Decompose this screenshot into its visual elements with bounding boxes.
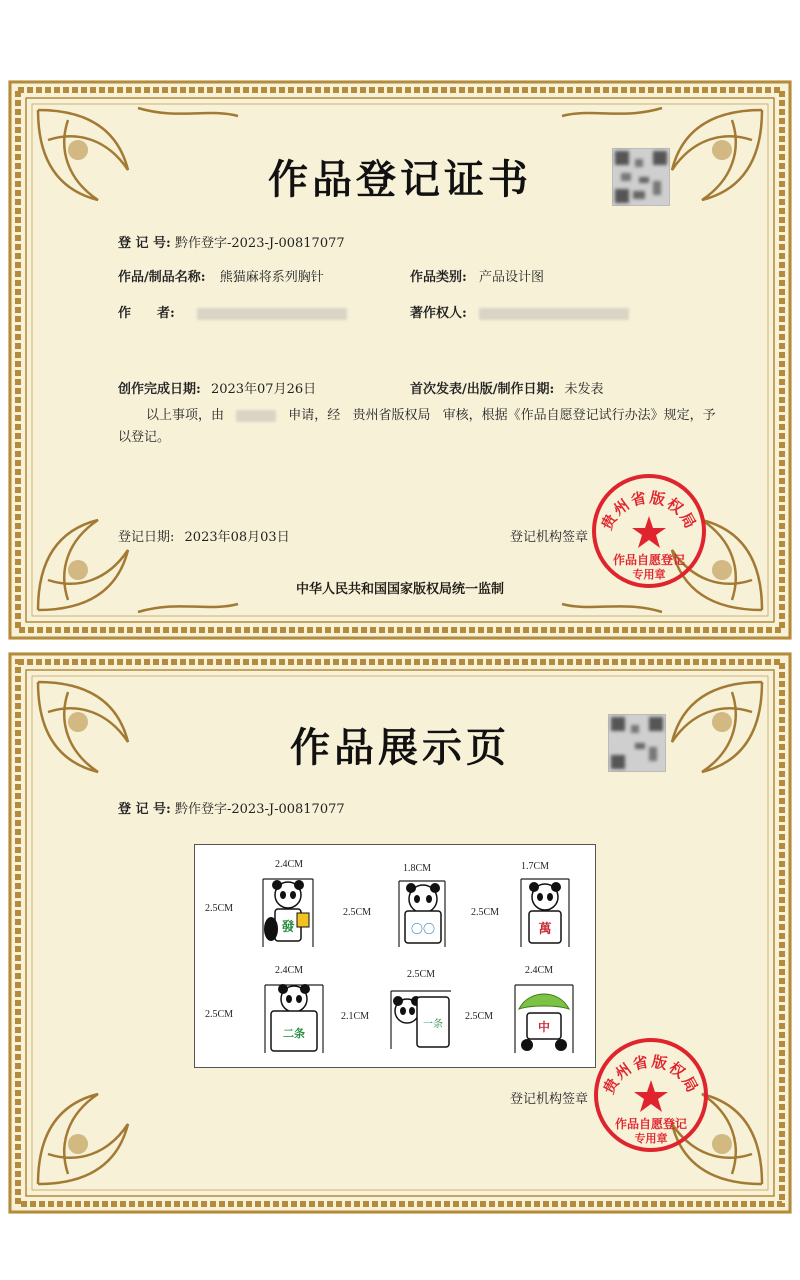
pin-design-3 <box>471 861 586 957</box>
registration-number-row <box>118 232 345 251</box>
width-label: 2.4CM <box>525 965 554 976</box>
published-value: 未发表 <box>564 382 604 397</box>
width-label: 1.8CM <box>403 863 432 874</box>
registration-date-row <box>118 526 290 545</box>
registration-number: 黔作登字-2023-J-00817077 <box>175 236 345 251</box>
author-redacted <box>197 308 347 320</box>
work-type-label: 作品类别: <box>410 270 467 285</box>
star-icon <box>632 516 666 548</box>
registration-certificate <box>8 80 792 640</box>
created-date-label: 创作完成日期: <box>118 382 201 397</box>
created-date: 2023年07月26日 <box>210 382 317 397</box>
width-label: 2.4CM <box>275 859 304 870</box>
tile-glyph: 二条 <box>283 1027 305 1040</box>
work-name-row <box>118 266 324 285</box>
showcase-title: 作品展示页 <box>290 724 510 771</box>
design-drawing-panel <box>194 844 596 1068</box>
showcase-registration-row <box>118 798 345 817</box>
pin-design-6 <box>465 965 587 1061</box>
official-seal <box>592 1036 710 1154</box>
seal-bottom-text-2: 专用章 <box>634 1132 668 1145</box>
pin-design-2 <box>343 863 453 959</box>
seal-bottom-text-1: 作品自愿登记 <box>614 1117 688 1131</box>
showcase-seal-label: 登记机构签章 <box>510 1092 589 1107</box>
registration-date-label: 登记日期: <box>118 530 175 545</box>
seal-bottom-text-2: 专用章 <box>632 568 666 581</box>
tile-glyph: 〇〇 <box>410 922 436 936</box>
seal-bottom-text-1: 作品自愿登记 <box>612 553 686 567</box>
statement-part-1: 以上事项，由 <box>146 408 225 423</box>
work-name: 熊猫麻将系列胸针 <box>219 270 324 285</box>
pin-design-5 <box>341 969 461 1061</box>
registration-number-label: 登 记 号: <box>118 236 171 251</box>
tile-glyph: 一条 <box>423 1019 443 1030</box>
seal-top-text: 贵州省版权局 <box>599 1052 703 1097</box>
tile-glyph: 萬 <box>538 922 552 937</box>
applicant-redacted <box>236 410 276 422</box>
registration-date: 2023年08月03日 <box>184 530 290 545</box>
pin-design-1 <box>205 859 325 955</box>
height-label: 2.1CM <box>341 1011 370 1022</box>
height-label: 2.5CM <box>205 1009 234 1020</box>
showcase-reg-number: 黔作登字-2023-J-00817077 <box>175 802 345 817</box>
seal-label: 登记机构签章 <box>510 530 589 545</box>
pin-design-4 <box>205 965 335 1061</box>
statement-line-2: 以登记。 <box>118 430 171 445</box>
statement-part-2: 申请，经 <box>288 408 341 423</box>
width-label: 1.7CM <box>521 861 550 872</box>
width-label: 2.4CM <box>275 965 304 976</box>
tile-glyph: 發 <box>281 920 295 935</box>
created-date-row <box>118 378 316 397</box>
published-label: 首次发表/出版/制作日期: <box>410 382 555 397</box>
statement-part-3: 审核，根据《作品自愿登记试行办法》规定，予 <box>442 408 716 423</box>
certificate-title: 作品登记证书 <box>268 156 532 203</box>
showcase-reg-label: 登 记 号: <box>118 802 171 817</box>
owner-redacted <box>479 308 629 320</box>
statement-office: 贵州省版权局 <box>352 408 431 423</box>
height-label: 2.5CM <box>343 907 372 918</box>
height-label: 2.5CM <box>465 1011 494 1022</box>
author-label: 作 者: <box>118 306 175 321</box>
certificate-footer: 中华人民共和国国家版权局统一监制 <box>295 582 504 597</box>
work-type-row <box>410 266 544 285</box>
owner-label: 著作权人: <box>410 306 467 321</box>
qr-code <box>612 148 670 206</box>
statement-line-1 <box>146 404 716 423</box>
published-row <box>410 378 603 397</box>
height-label: 2.5CM <box>471 907 500 918</box>
official-seal <box>590 472 708 590</box>
showcase-page <box>8 652 792 1214</box>
author-row <box>118 302 347 321</box>
width-label: 2.5CM <box>407 969 436 980</box>
seal-top-text: 贵州省版权局 <box>597 488 701 533</box>
star-icon <box>634 1080 668 1112</box>
work-name-label: 作品/制品名称: <box>118 270 206 285</box>
work-type: 产品设计图 <box>478 270 544 285</box>
qr-code <box>608 714 666 772</box>
tile-glyph: 中 <box>537 1020 551 1034</box>
height-label: 2.5CM <box>205 903 234 914</box>
owner-row <box>410 302 629 321</box>
